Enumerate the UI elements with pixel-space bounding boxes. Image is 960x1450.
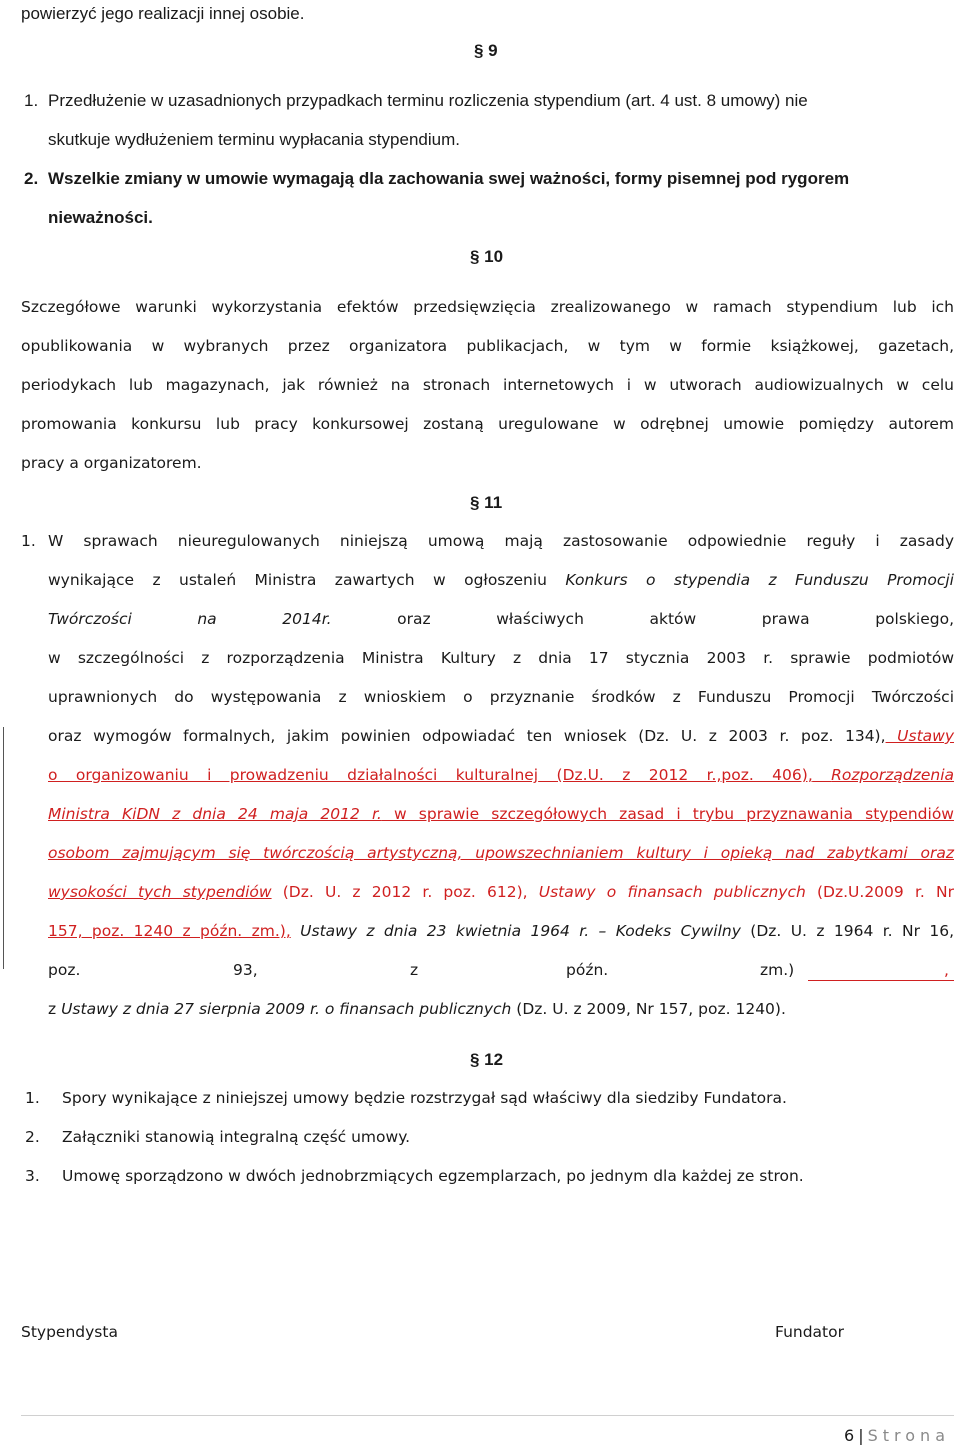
s11-line-4: w szczególności z rozporządzenia Ministra Kultury z dnia 17 stycznia 2003 r. sprawie podmiotów xyxy=(48,649,954,667)
s10-line-4: promowania konkursu lub pracy konkursowej zostaną uregulowane w odrębnej umowie pomiędzy autorem xyxy=(21,415,954,433)
s10-line-3: periodykach lub magazynach, jak również na stronach internetowych i w utworach audiowizualnych w celu xyxy=(21,376,954,394)
s11-line-5: uprawnionych do występowania z wnioskiem o przyznanie środków z Funduszu Promocji Twórczości xyxy=(48,688,954,706)
section-10-heading: § 10 xyxy=(470,247,504,266)
s10-line-5: pracy a organizatorem. xyxy=(21,454,202,472)
s11-line-1: W sprawach nieuregulowanych niniejszą umową mają zastosowanie odpowiednie reguły i zasady xyxy=(48,532,954,550)
s10-line-1: Szczegółowe warunki wykorzystania efektów przedsięwzięcia zrealizowanego w ramach stypendium lub ich xyxy=(21,298,954,316)
s9-item-1-line-1: Przedłużenie w uzasadnionych przypadkach terminu rozliczenia stypendium (art. 4 ust. 8 umowy) nie xyxy=(48,91,808,110)
s9-item-1-number: 1. xyxy=(24,91,39,110)
s11-line-10: wysokości tych stypendiów (Dz. U. z 2012 r. poz. 612), Ustawy o finansach publicznych (Dz.U.2009 r. Nr xyxy=(48,883,954,901)
signature-stypendysta: Stypendysta xyxy=(21,1323,118,1341)
s12-item-1-text: Spory wynikające z niniejszej umowy będzie rozstrzygał sąd właściwy dla siedziby Fundatora. xyxy=(62,1089,787,1107)
s11-line-6: oraz wymogów formalnych, jakim powinien odpowiadać ten wniosek (Dz. U. z 2003 r. poz. 134), Ustawy xyxy=(48,727,954,745)
document-page: powierzyć jego realizacji innej osobie. § 9 1. Przedłużenie w uzasadnionych przypadkach terminu rozliczenia stypendium (art. 4 ust. 8 umowy) nie skutkuje wydłużeniem terminu wypłacania stypendium. 2. Wszelkie zmiany w umowie wymagają dla zachowania swej ważności, formy pisemnej pod rygorem nieważności. § 10 Szczegółowe warunki wykorzystania efektów przedsięwzięcia zrealizowanego w ramach stypendium lub ich opublikowania w wybranych przez organizatora publikacjach, w tym w formie książkowej, gazetach, periodykach lub magazynach, jak również na stronach internetowych i w utworach audiowizualnych w celu promowania konkursu lub pracy konkursowej zostaną uregulowane w odrębnej umowie pomiędzy autorem pracy a organizatorem. § 11 1. W sprawach nieuregulowanych niniejszą umową mają zastosowanie odpowiednie reguły i zasady wynikające z ustaleń Ministra zawartych w ogłoszeniu Konkurs o stypendia z Funduszu Promocji Twórczości na 2014r. oraz właściwych aktów prawa polskiego, w szczególności z rozporządzenia Ministra Kultury z dnia 17 stycznia 2003 r. sprawie podmiotów uprawnionych do występowania z wnioskiem o przyznanie środków z Funduszu Promocji Twórczości oraz wymogów formalnych, jakim powinien odpowiadać ten wniosek (Dz. U. z 2003 r. poz. 134), Ustawy o organizowaniu i prowadzeniu działalności kulturalnej (Dz.U. z 2012 r.,poz. 406), Rozporządzenia Ministra KiDN z dnia 24 maja 2012 r. w sprawie szczegółowych zasad i trybu przyznawania stypendiów osobom zajmującym się twórczością artystyczną, upowszechnianiem kultury i opieką nad zabytkami oraz wysokości tych stypendiów (Dz. U. z 2012 r. poz. 612), Ustawy o finansach publicznych (Dz.U.2009 r. Nr 157, poz. 1240 z późn. zm.), Ustawy z dnia 23 kwietnia 1964 r. – Kodeks Cywilny (Dz. U. z 1964 r. Nr 16, poz. 93, z późn. zm.) , z Ustawy z dnia 27 sierpnia 2009 r. o finansach publicznych (Dz. U. z 2009, Nr 157, poz. 1240). § 12 1. Spory wynikające z niniejszej umowy będzie rozstrzygał sąd właściwy dla siedziby Fundatora. 2. Załączniki stanowią integralną część umowy. 3. Umowę sporządzono w dwóch jednobrzmiących egzemplarzach, po jednym dla każdej ze stron. Stypendysta Fundator 6 | Strona xyxy=(0,0,960,1450)
s12-item-1-number: 1. xyxy=(25,1089,40,1107)
page-footer xyxy=(844,1426,950,1445)
s12-item-3-number: 3. xyxy=(25,1167,40,1185)
s9-item-2-line-1: Wszelkie zmiany w umowie wymagają dla zachowania swej ważności, formy pisemnej pod rygorem xyxy=(48,169,850,188)
s11-line-13: z Ustawy z dnia 27 sierpnia 2009 r. o finansach publicznych (Dz. U. z 2009, Nr 157, poz. 1240). xyxy=(48,1000,786,1018)
top-fragment: powierzyć jego realizacji innej osobie. xyxy=(21,4,305,23)
s11-line-11: 157, poz. 1240 z późn. zm.), Ustawy z dnia 23 kwietnia 1964 r. – Kodeks Cywilny (Dz. U. z 1964 r. Nr 16, xyxy=(48,922,954,940)
s12-item-2-text: Załączniki stanowią integralną część umowy. xyxy=(62,1128,411,1146)
page-number: 6 xyxy=(844,1426,855,1445)
s11-line-12-underline xyxy=(808,980,954,981)
s10-line-2: opublikowania w wybranych przez organizatora publikacjach, w tym w formie książkowej, gazetach, xyxy=(21,337,954,355)
section-11-heading: § 11 xyxy=(470,493,503,512)
s11-line-8: Ministra KiDN z dnia 24 maja 2012 r. w sprawie szczegółowych zasad i trybu przyznawania stypendiów xyxy=(48,805,954,823)
s12-item-2-number: 2. xyxy=(25,1128,40,1146)
s11-item-number: 1. xyxy=(21,532,36,550)
s11-line-9: osobom zajmującym się twórczością artystyczną, upowszechnianiem kultury i opieką nad zabytkami oraz xyxy=(48,844,954,862)
section-12-heading: § 12 xyxy=(470,1050,504,1069)
s11-line-2: wynikające z ustaleń Ministra zawartych w ogłoszeniu Konkurs o stypendia z Funduszu Promocji xyxy=(48,571,954,589)
change-bar xyxy=(3,727,4,969)
signature-fundator: Fundator xyxy=(775,1323,844,1341)
s12-item-3-text: Umowę sporządzono w dwóch jednobrzmiących egzemplarzach, po jednym dla każdej ze stron. xyxy=(62,1167,804,1185)
section-9-heading: § 9 xyxy=(474,41,498,60)
s9-item-1-line-2: skutkuje wydłużeniem terminu wypłacania stypendium. xyxy=(48,130,460,149)
footer-label: Strona xyxy=(867,1426,950,1445)
s11-line-3: Twórczości na 2014r. oraz właściwych aktów prawa polskiego, xyxy=(48,610,954,628)
s11-line-7: o organizowaniu i prowadzeniu działalności kulturalnej (Dz.U. z 2012 r.,poz. 406), Rozporządzenia xyxy=(48,766,955,784)
s9-item-2-number: 2. xyxy=(24,169,39,188)
footer-separator: | xyxy=(858,1426,864,1445)
s9-item-2-line-2: nieważności. xyxy=(48,208,153,227)
footer-rule xyxy=(21,1415,954,1416)
